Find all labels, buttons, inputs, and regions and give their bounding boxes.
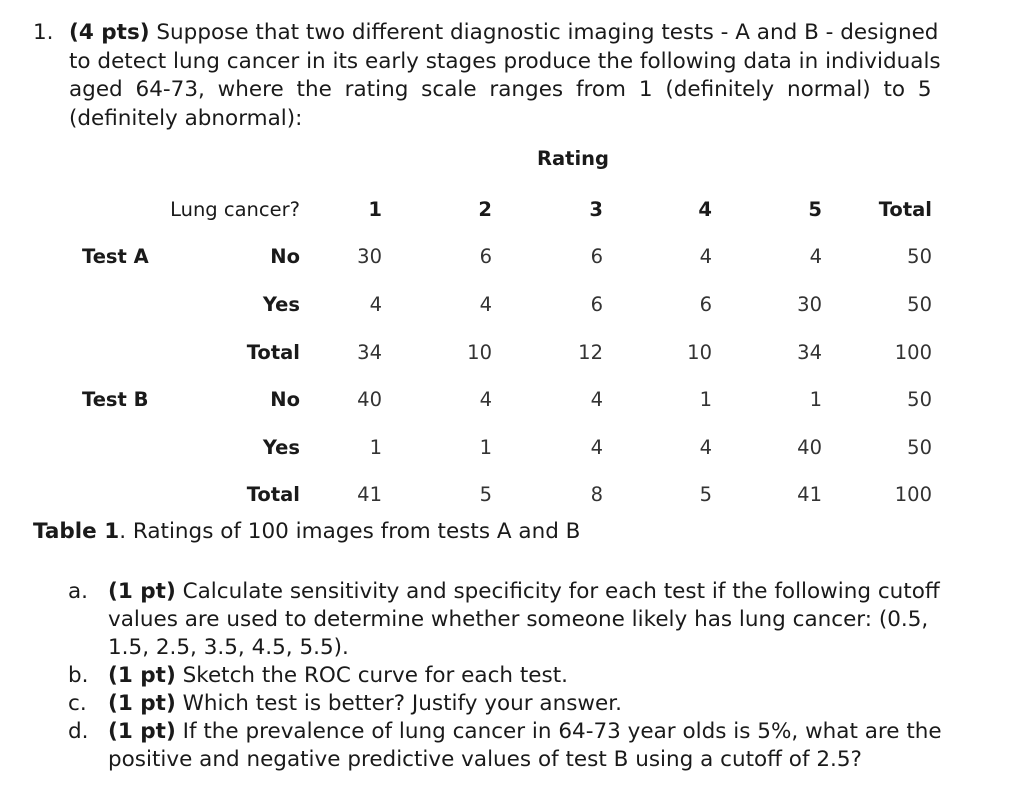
test-b-total-5: 41: [797, 483, 822, 506]
test-b-yes-total: 50: [907, 436, 932, 459]
subquestion-c-points: (1 pt): [108, 691, 176, 716]
question-line-4: (definitely abnormal):: [69, 105, 303, 131]
test-b-yes-4: 4: [699, 436, 712, 459]
test-a-yes-total: 50: [907, 293, 932, 316]
test-a-row-total-label: Total: [246, 341, 300, 364]
test-b-yes-3: 4: [590, 436, 603, 459]
test-b-no-2: 4: [479, 388, 492, 411]
test-a-row-no-label: No: [270, 245, 300, 268]
test-a-total-1: 34: [357, 341, 382, 364]
test-b-total-3: 8: [590, 483, 603, 506]
test-a-yes-4: 6: [699, 293, 712, 316]
subquestion-c-line-1: (1 pt) Which test is better? Justify your answer.: [108, 691, 622, 716]
subquestion-a-points: (1 pt): [108, 579, 176, 604]
test-b-no-5: 1: [809, 388, 822, 411]
test-a-yes-2: 4: [479, 293, 492, 316]
question-line-1: (4 pts) Suppose that two different diagnostic imaging tests - A and B - designed: [69, 20, 939, 45]
test-b-row-total-label: Total: [246, 483, 300, 506]
test-b-yes-2: 1: [479, 436, 492, 459]
test-a-no-2: 6: [479, 245, 492, 268]
col-header-2: 2: [478, 198, 492, 221]
subquestion-a-line-3: 1.5, 2.5, 3.5, 4.5, 5.5).: [108, 635, 349, 661]
test-a-no-1: 30: [357, 245, 382, 268]
subquestion-b: [68, 662, 945, 690]
test-a-no-3: 6: [590, 245, 603, 268]
test-b-total-4: 5: [699, 483, 712, 506]
question-text: [69, 19, 945, 162]
subquestion-a-line-2: values are used to determine whether someone likely has lung cancer: (0.5,: [108, 607, 929, 633]
test-a-row-yes-label: Yes: [262, 293, 300, 316]
test-b-row-yes-label: Yes: [262, 436, 300, 459]
subquestion-d-letter: d.: [68, 719, 89, 744]
rating-header: Rating: [536, 147, 610, 170]
table-caption: [33, 518, 580, 546]
test-b-yes-5: 40: [797, 436, 822, 459]
test-b-no-total: 50: [907, 388, 932, 411]
col-header-5: 5: [808, 198, 822, 221]
col-header-3: 3: [589, 198, 603, 221]
test-a-yes-3: 6: [590, 293, 603, 316]
test-b-no-4: 1: [699, 388, 712, 411]
subquestion-d-line-2: positive and negative predictive values of test B using a cutoff of 2.5?: [108, 747, 862, 773]
subquestion-b-points: (1 pt): [108, 663, 176, 688]
col-header-4: 4: [698, 198, 712, 221]
subquestion-a-letter: a.: [68, 579, 89, 604]
subquestion-d-points: (1 pt): [108, 719, 176, 744]
test-a-no-4: 4: [699, 245, 712, 268]
test-a-no-5: 4: [809, 245, 822, 268]
test-a-total-3: 12: [578, 341, 603, 364]
test-b-total-2: 5: [479, 483, 492, 506]
test-b-no-1: 40: [357, 388, 382, 411]
test-a-total-4: 10: [687, 341, 712, 364]
test-b-label: Test B: [82, 388, 149, 411]
test-a-label: Test A: [82, 245, 149, 268]
col-header-total: Total: [878, 198, 932, 221]
question-number: 1.: [33, 20, 54, 45]
test-a-total-total: 100: [894, 341, 932, 364]
subquestion-c-letter: c.: [68, 691, 87, 716]
test-b-total-1: 41: [357, 483, 382, 506]
subquestion-b-letter: b.: [68, 663, 89, 688]
table-caption-text: . Ratings of 100 images from tests A and B: [119, 519, 581, 544]
test-a-total-2: 10: [467, 341, 492, 364]
test-a-yes-1: 4: [369, 293, 382, 316]
subquestion-d: [68, 718, 945, 774]
test-b-yes-1: 1: [369, 436, 382, 459]
question-line-2: to detect lung cancer in its early stages produce the following data in individuals: [69, 48, 941, 74]
subquestion-d-line-1: (1 pt) If the prevalence of lung cancer in 64-73 year olds is 5%, what are the: [108, 719, 942, 744]
col-header-1: 1: [368, 198, 382, 221]
test-a-no-total: 50: [907, 245, 932, 268]
table-caption-label: Table 1: [33, 519, 120, 544]
question-1: [33, 19, 945, 162]
question-points: (4 pts): [69, 20, 150, 45]
subquestion-c: [68, 690, 945, 718]
subquestion-b-line-1: (1 pt) Sketch the ROC curve for each test.: [108, 663, 568, 688]
subquestion-a-line-1: (1 pt) Calculate sensitivity and specificity for each test if the following cutoff: [108, 579, 940, 604]
test-a-total-5: 34: [797, 341, 822, 364]
test-b-no-3: 4: [590, 388, 603, 411]
row-header-label: Lung cancer?: [170, 198, 300, 221]
test-b-row-no-label: No: [270, 388, 300, 411]
test-a-yes-5: 30: [797, 293, 822, 316]
test-b-total-total: 100: [894, 483, 932, 506]
subquestion-a: [68, 578, 945, 663]
question-line-3: aged 64-73, where the rating scale ranges from 1 (definitely normal) to 5: [69, 77, 932, 102]
